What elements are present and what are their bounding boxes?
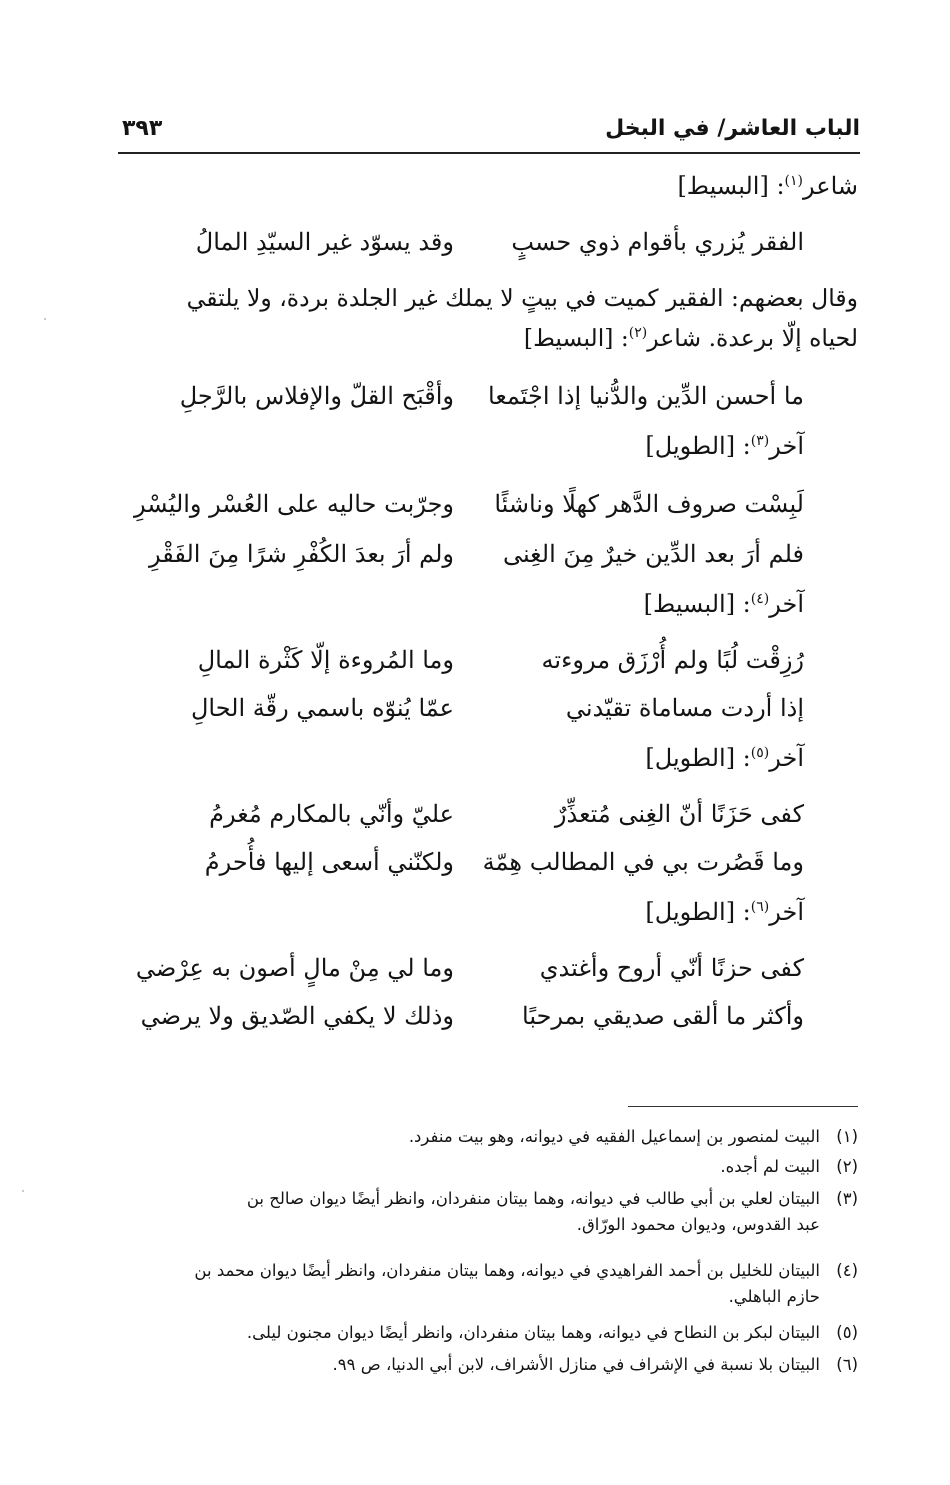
verse-5-second: وما المُروءة إلّا كَثْرة المالِ (197, 646, 454, 674)
footnote-ref-3: (٣) (750, 433, 770, 449)
footnote-6: (٦)البيتان بلا نسبة في الإشراف في منازل الأشراف، لابن أبي الدنيا، ص ٩٩. (332, 1355, 858, 1374)
header-rule (118, 152, 860, 154)
scan-speck (22, 1190, 24, 1192)
footnote-2: (٢)البيت لم أجده. (720, 1157, 858, 1176)
scan-speck (44, 318, 46, 320)
verse-2-first: ما أحسن الدِّين والدُّنيا إذا اجْتَمعا (488, 382, 804, 410)
verse-3-first: لَبِسْت صروف الدَّهر كهلًا وناشئًا (494, 490, 804, 518)
poet-heading-6: آخر$^{(٦)}$: [الطويل] (645, 898, 804, 926)
poet-heading-4: آخر$^{(٤)}$: [البسيط] (643, 590, 804, 618)
footnote-3: (٣)البيتان لعلي بن أبي طالب في ديوانه، وهما بيتان منفردان، وانظر أيضًا ديوان صالح بن عبد القدوس، وديوان محمود الورّاق. (98, 1186, 858, 1237)
footnote-ref-6: (٦) (750, 899, 770, 915)
verse-1-second: وقد يسوّد غير السيّدِ المالُ (195, 228, 454, 256)
verse-5-first: رُزِقْت لُبًا ولم أُرْزَق مروءته (541, 646, 804, 674)
footnote-ref-1: (١) (784, 173, 804, 189)
verse-9-second: وما لي مِنْ مالٍ أصون به عِرْضي (135, 954, 454, 982)
footnote-3-continuation: عبد القدوس، وديوان محمود الورّاق. (576, 1214, 820, 1234)
verse-4-second: ولم أرَ بعدَ الكُفْرِ شرًا مِنَ الفَقْرِ (148, 540, 454, 568)
verse-9-first: كفى حزنًا أنّي أروح وأغتدي (539, 954, 804, 982)
verse-10-first: وأكثر ما ألقى صديقي بمرحبًا (522, 1002, 804, 1030)
footnote-rule (628, 1106, 858, 1107)
verse-6-first: إذا أردت مساماة تقيّدني (565, 694, 804, 722)
verse-8-second: ولكنّني أسعى إليها فأُحرمُ (204, 848, 454, 876)
prose-line-2: لحياه إلّا برعدة. شاعر$^{(٢)}$: [البسيط] (523, 324, 858, 352)
poet-heading-1: شاعر$^{(١)}$: [البسيط] (677, 172, 858, 200)
footnote-4: (٤)البيتان للخليل بن أحمد الفراهيدي في ديوانه، وهما بيتان منفردان، وانظر أيضًا ديوان محمد بن حازم الباهلي. (98, 1258, 858, 1309)
footnote-ref-2: (٢) (628, 325, 648, 342)
verse-7-first: كفى حَزَنًا أنّ الغِنى مُتعذِّرٌ (554, 800, 804, 828)
footnote-ref-5: (٥) (750, 745, 770, 761)
verse-6-second: عمّا يُنوّه باسمي رقّة الحالِ (190, 694, 454, 722)
verse-1-first: الفقر يُزري بأقوام ذوي حسبٍ (511, 228, 804, 256)
footnote-ref-4: (٤) (750, 591, 770, 607)
verse-4-first: فلم أرَ بعد الدِّين خيرٌ مِنَ الغِنى (502, 540, 804, 568)
footnote-4-continuation: حازم الباهلي. (728, 1286, 820, 1306)
prose-line-1: وقال بعضهم: الفقير كميت في بيتٍ لا يملك غير الجلدة بردة، ولا يلتقي (186, 284, 858, 312)
poet-heading-3: آخر$^{(٣)}$: [الطويل] (645, 432, 804, 460)
verse-2-second: وأقْبَح القلّ والإفلاس بالرَّجلِ (179, 382, 454, 410)
footnote-1: (١)البيت لمنصور بن إسماعيل الفقيه في ديوانه، وهو بيت منفرد. (408, 1127, 858, 1146)
chapter-header: الباب العاشر/ في البخل (605, 116, 860, 141)
verse-7-second: عليّ وأنّي بالمكارم مُغرمُ (209, 800, 454, 828)
footnote-5: (٥)البيتان لبكر بن النطاح في ديوانه، وهما بيتان منفردان، وانظر أيضًا ديوان مجنون ليلى. (246, 1323, 858, 1342)
verse-3-second: وجرّبت حاليه على العُسْر واليُسْرِ (134, 490, 454, 518)
page-number: ٣٩٣ (122, 116, 163, 141)
verse-10-second: وذلك لا يكفي الصّديق ولا يرضي (140, 1002, 454, 1030)
verse-8-first: وما قَصُرت بي في المطالب هِمّة (482, 848, 804, 876)
poet-heading-5: آخر$^{(٥)}$: [الطويل] (645, 744, 804, 772)
